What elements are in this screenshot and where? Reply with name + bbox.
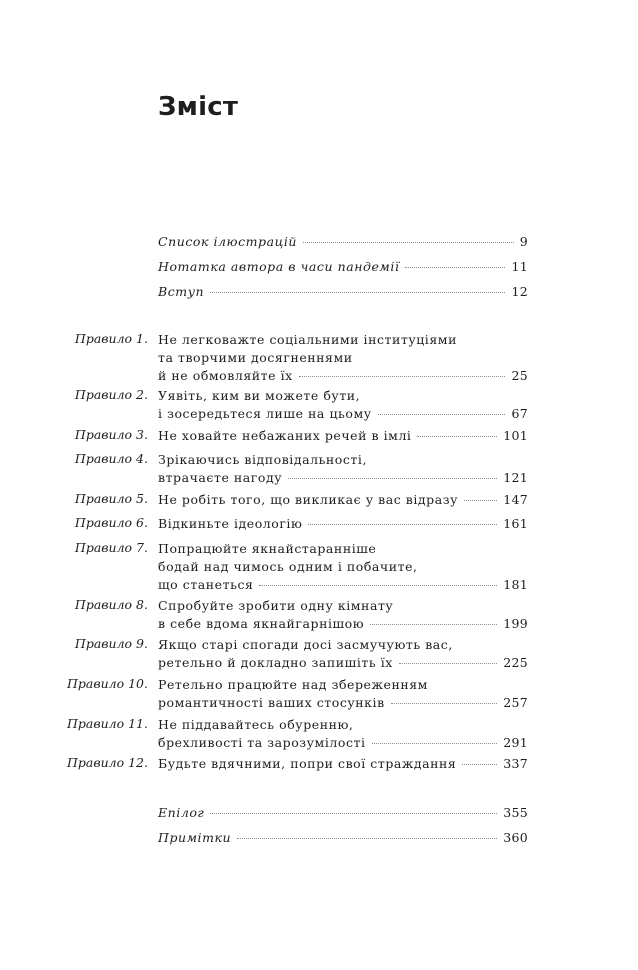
page-number: 147 (503, 492, 528, 507)
rule-label: Правило 9. (74, 636, 148, 651)
rule-title-line: втрачаєте нагоду (158, 470, 283, 485)
dot-leader (259, 585, 497, 586)
dot-leader (308, 524, 497, 525)
page-number: 25 (511, 368, 528, 383)
rule-title-line: Зрікаючись відповідальності, (158, 452, 367, 467)
rule-label: Правило 7. (74, 540, 148, 555)
toc-entry-text: Примітки (158, 830, 232, 845)
rule-title-line: та творчими досягненнями (158, 350, 353, 365)
rule-label: Правило 3. (74, 427, 148, 442)
page-number: 67 (511, 406, 528, 421)
rule-title-line: бодай над чимось одним і побачите, (158, 559, 418, 574)
rule-label: Правило 5. (74, 491, 148, 506)
dot-leader (417, 436, 497, 437)
rule-label: Правило 11. (66, 716, 148, 731)
dot-leader (210, 813, 497, 814)
dot-leader (372, 743, 498, 744)
dot-leader (405, 267, 505, 268)
page-number: 225 (503, 655, 528, 670)
rule-label: Правило 12. (66, 755, 148, 770)
rule-label: Правило 6. (74, 515, 148, 530)
page-number: 161 (503, 516, 528, 531)
rule-title-line: Не легковажте соціальними інституціями (158, 332, 457, 347)
dot-leader (391, 703, 498, 704)
page-number: 337 (503, 756, 528, 771)
toc-entry-text: Епілог (158, 805, 205, 820)
page-number: 101 (503, 428, 528, 443)
dot-leader (399, 663, 497, 664)
dot-leader (237, 838, 497, 839)
rule-title-line: і зосередьтеся лише на цьому (158, 406, 372, 421)
dot-leader (299, 376, 506, 377)
rule-title-line: в себе вдома якнайгарнішою (158, 616, 365, 631)
rule-title-line: Якщо старі спогади досі засмучують вас, (158, 637, 453, 652)
rule-title-line: Ретельно працюйте над збереженням (158, 677, 428, 692)
rule-label: Правило 8. (74, 597, 148, 612)
page-number: 291 (503, 735, 528, 750)
dot-leader (464, 500, 497, 501)
rule-title-line: й не обмовляйте їх (158, 368, 293, 383)
page-number: 257 (503, 695, 528, 710)
rule-label: Правило 10. (66, 676, 148, 691)
rule-title-line: Спробуйте зробити одну кімнату (158, 598, 394, 613)
page-number: 181 (503, 577, 528, 592)
rule-title-line: брехливості та зарозумілості (158, 735, 366, 750)
dot-leader (303, 242, 514, 243)
page-number: 199 (503, 616, 528, 631)
rule-label: Правило 1. (74, 331, 148, 346)
toc-entry-text: Вступ (158, 284, 205, 299)
rule-title-line: Не піддавайтесь обуренню, (158, 717, 354, 732)
page-number: 11 (511, 259, 528, 274)
dot-leader (288, 478, 497, 479)
page-number: 12 (511, 284, 528, 299)
dot-leader (462, 764, 497, 765)
rule-label: Правило 4. (74, 451, 148, 466)
dot-leader (378, 414, 506, 415)
rule-title-line: що станеться (158, 577, 254, 592)
toc-entry-text: Список ілюстрацій (158, 234, 298, 249)
rule-title-line: Не робіть того, що викликає у вас відразу (158, 492, 458, 507)
dot-leader (370, 624, 497, 625)
toc-entry-text: Нотатка автора в часи пандемії (158, 259, 400, 274)
rule-title-line: ретельно й докладно запишіть їх (158, 655, 393, 670)
page-number: 121 (503, 470, 528, 485)
rule-label: Правило 2. (74, 387, 148, 402)
page-number: 360 (503, 830, 528, 845)
rule-title-line: Відкиньте ідеологію (158, 516, 303, 531)
rule-title-line: Не ховайте небажаних речей в імлі (158, 428, 412, 443)
rule-title-line: Уявіть, ким ви можете бути, (158, 388, 361, 403)
rule-title-line: романтичності ваших стосунків (158, 695, 385, 710)
page-number: 9 (519, 234, 528, 249)
page-title: Зміст (158, 92, 239, 122)
rule-title-line: Попрацюйте якнайстаранніше (158, 541, 377, 556)
rule-title-line: Будьте вдячними, попри свої страждання (158, 756, 457, 771)
dot-leader (210, 292, 505, 293)
page-number: 355 (503, 805, 528, 820)
